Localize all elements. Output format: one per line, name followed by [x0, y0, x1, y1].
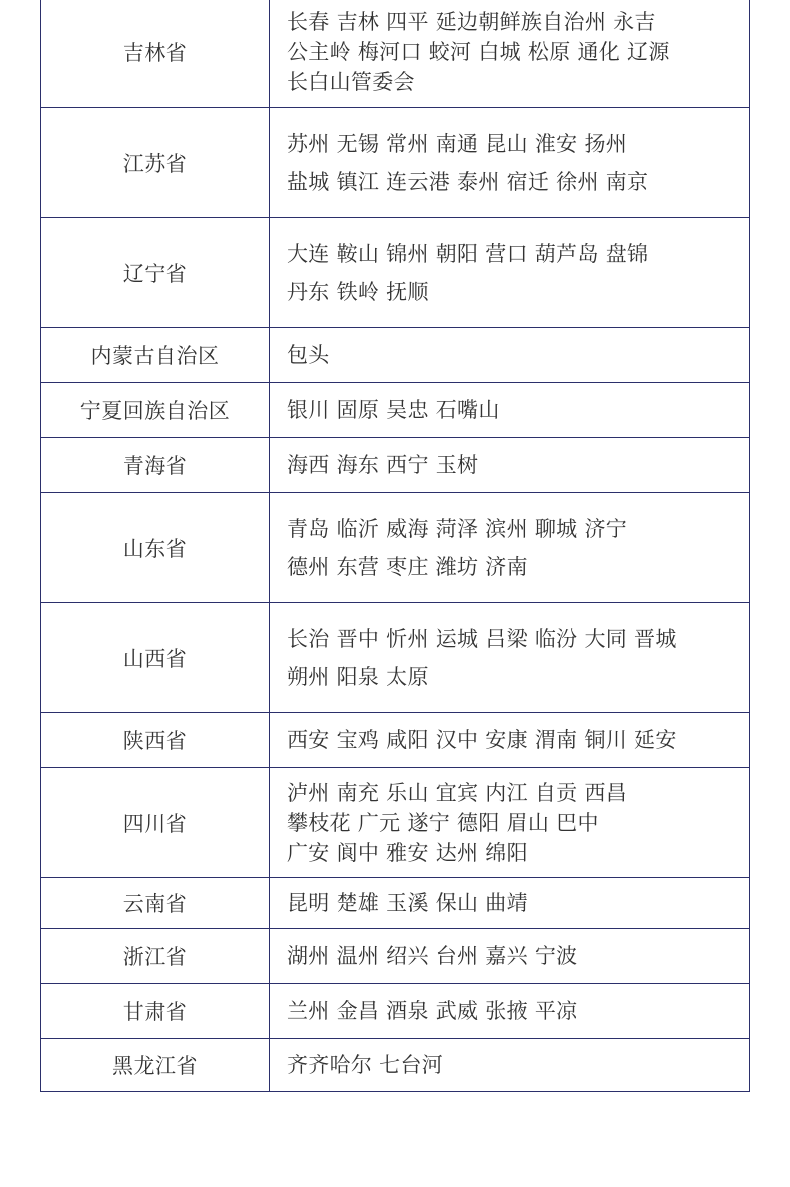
table-row [41, 328, 750, 383]
cities-cell: 西安 宝鸡 咸阳 汉中 安康 渭南 铜川 延安 [270, 713, 750, 768]
cities-cell: 兰州 金昌 酒泉 武威 张掖 平凉 [270, 984, 750, 1039]
cities-cell: 大连 鞍山 锦州 朝阳 营口 葫芦岛 盘锦 丹东 铁岭 抚顺 [270, 218, 750, 328]
province-cell: 甘肃省 [41, 984, 270, 1039]
cities-cell: 银川 固原 吴忠 石嘴山 [270, 383, 750, 438]
province-cell: 辽宁省 [41, 218, 270, 328]
province-cell: 山东省 [41, 493, 270, 603]
cities-cell: 泸州 南充 乐山 宜宾 内江 自贡 西昌 攀枝花 广元 遂宁 德阳 眉山 巴中 广安 阆中 雅安 达州 绵阳 [270, 768, 750, 878]
cities-cell: 昆明 楚雄 玉溪 保山 曲靖 [270, 878, 750, 929]
table-row [41, 438, 750, 493]
region-city-table [40, 0, 750, 1092]
table-row [41, 984, 750, 1039]
table-row [41, 768, 750, 878]
table-row [41, 383, 750, 438]
province-cell: 黑龙江省 [41, 1039, 270, 1092]
table-row [41, 929, 750, 984]
province-cell: 江苏省 [41, 108, 270, 218]
table-row [41, 218, 750, 328]
province-cell: 浙江省 [41, 929, 270, 984]
cities-cell: 齐齐哈尔 七台河 [270, 1039, 750, 1092]
province-cell: 四川省 [41, 768, 270, 878]
province-cell: 内蒙古自治区 [41, 328, 270, 383]
province-cell: 山西省 [41, 603, 270, 713]
table-row [41, 1039, 750, 1092]
table-row [41, 878, 750, 929]
province-cell: 吉林省 [41, 0, 270, 108]
province-cell: 陕西省 [41, 713, 270, 768]
table-row [41, 603, 750, 713]
province-cell: 云南省 [41, 878, 270, 929]
cities-cell: 包头 [270, 328, 750, 383]
cities-cell: 苏州 无锡 常州 南通 昆山 淮安 扬州 盐城 镇江 连云港 泰州 宿迁 徐州 南京 [270, 108, 750, 218]
table-row [41, 493, 750, 603]
cities-cell: 青岛 临沂 威海 菏泽 滨州 聊城 济宁 德州 东营 枣庄 潍坊 济南 [270, 493, 750, 603]
table-row [41, 0, 750, 108]
table-row [41, 713, 750, 768]
cities-cell: 长春 吉林 四平 延边朝鲜族自治州 永吉 公主岭 梅河口 蛟河 白城 松原 通化 辽源 长白山管委会 [270, 0, 750, 108]
cities-cell: 湖州 温州 绍兴 台州 嘉兴 宁波 [270, 929, 750, 984]
province-cell: 宁夏回族自治区 [41, 383, 270, 438]
province-cell: 青海省 [41, 438, 270, 493]
cities-cell: 长治 晋中 忻州 运城 吕梁 临汾 大同 晋城 朔州 阳泉 太原 [270, 603, 750, 713]
cities-cell: 海西 海东 西宁 玉树 [270, 438, 750, 493]
table-row [41, 108, 750, 218]
